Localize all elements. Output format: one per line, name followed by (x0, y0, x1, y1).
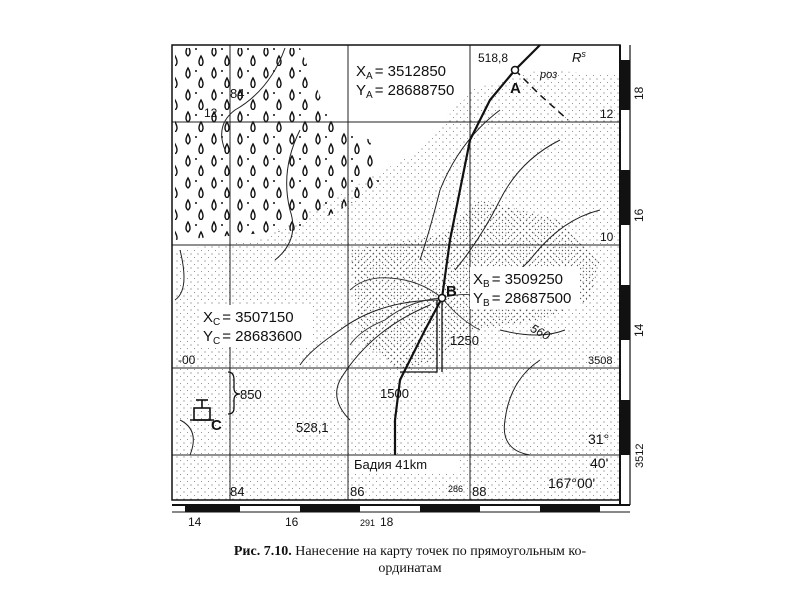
point-a-label: A (510, 80, 521, 97)
grid-label-10-right: 10 (600, 230, 614, 244)
elevation-top: 518,8 (478, 51, 509, 65)
grid-label-12-right: 12 (600, 107, 614, 121)
coord-b-y: $Y_B = 28687500$ (473, 290, 572, 309)
distance-1250: 1250 (450, 333, 479, 348)
caption-line-2: ординатам (378, 561, 442, 576)
coord-b-x: $X_B = 3509250$ (473, 271, 564, 290)
latitude-degrees: 31° (588, 431, 610, 447)
elevation-center: 528,1 (296, 420, 329, 435)
frame-label-14: 14 (632, 323, 646, 337)
frame-label-18-bottom: 18 (380, 515, 394, 529)
longitude-label: 167°00' (548, 475, 596, 491)
point-c-label: C (211, 417, 222, 434)
grid-label-minus-00: -00 (178, 353, 196, 367)
frame-label-18: 18 (632, 86, 646, 100)
point-b (439, 295, 446, 302)
road-label: Бадия 41km (354, 457, 428, 472)
grid-label-12-left: 12 (204, 106, 218, 120)
grid-label-84-bottom: 84 (230, 484, 245, 499)
point-a (512, 67, 519, 74)
frame-label-3512: 3512 (634, 443, 646, 468)
caption-figure-number: Рис. 7.10. (233, 544, 292, 559)
frame-label-16-bottom: 16 (285, 515, 299, 529)
frame-ticks-bottom (185, 505, 600, 512)
frame-label-14-bottom: 14 (188, 515, 202, 529)
grid-label-88-bottom: 88 (472, 484, 487, 499)
contour-label-560: 560 (528, 321, 553, 343)
grid-label-86-bottom: 86 (350, 484, 365, 499)
frame-label-16: 16 (632, 208, 646, 222)
coord-a-y: $Y_A = 28688750$ (356, 82, 455, 101)
grid-label-84-top: 84 (230, 86, 245, 101)
rs-label: $R^s$ (572, 49, 586, 65)
caption-line-1: Нанесение на карту точек по прямоугольным ко- (295, 544, 587, 559)
grid-label-3508: 3508 (588, 355, 613, 367)
distance-850: 850 (240, 387, 262, 402)
distance-1500: 1500 (380, 386, 409, 401)
point-b-label: B (446, 283, 457, 300)
grid-label-286: 286 (448, 484, 464, 494)
coord-c-x: $X_C = 3507150$ (203, 309, 294, 328)
rs-sub-label: роз (540, 69, 558, 81)
figure-caption (160, 543, 660, 577)
coord-a-x: $X_A = 3512850$ (356, 63, 447, 82)
latitude-minutes: 40' (590, 455, 609, 471)
frame-label-291: 291 (360, 518, 376, 528)
coord-c-y: $Y_C = 28683600$ (203, 328, 302, 347)
